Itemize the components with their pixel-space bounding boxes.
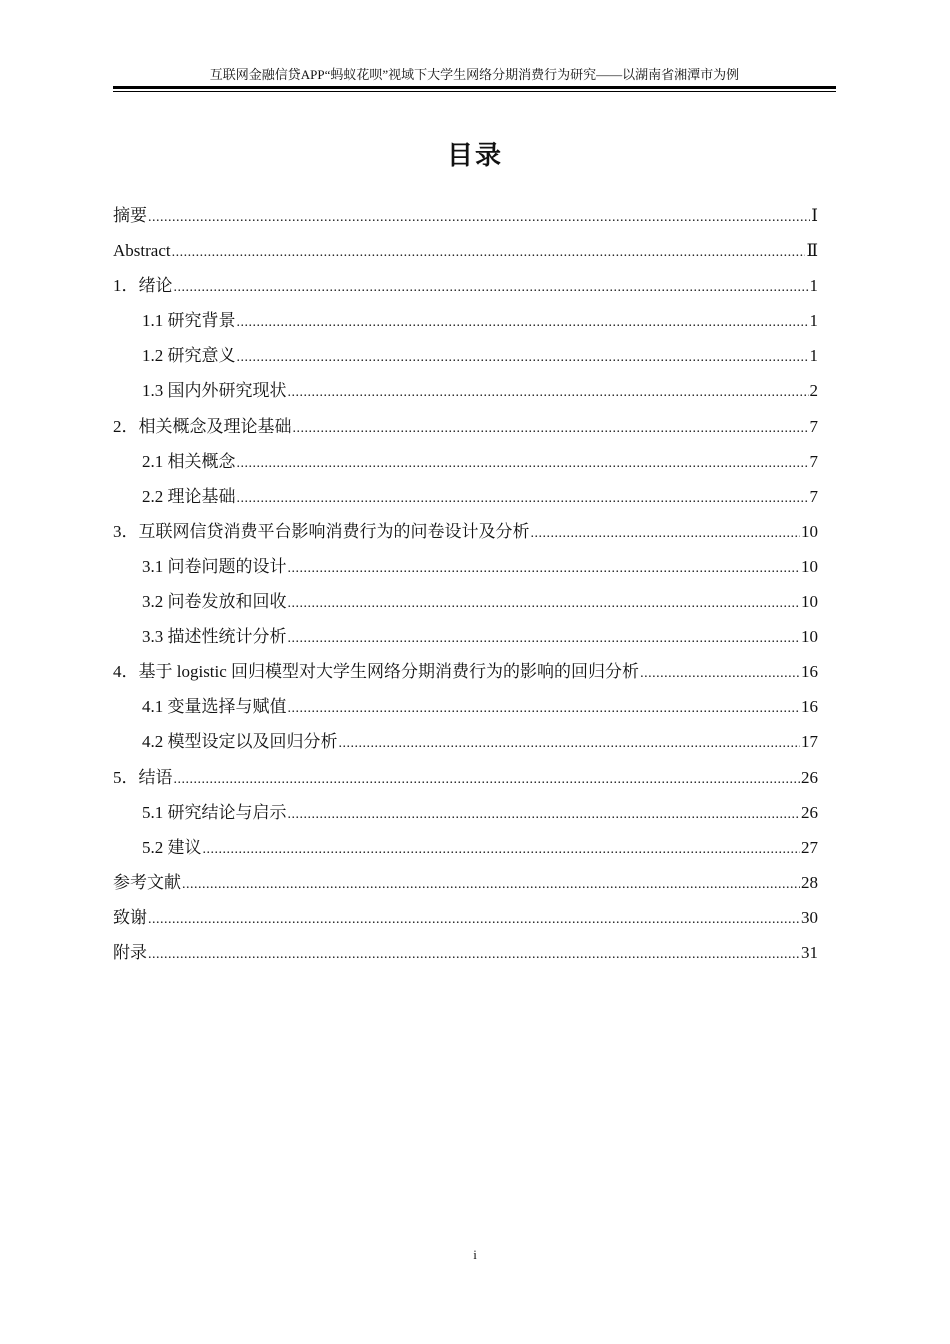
toc-dot-leader — [288, 375, 809, 410]
toc-dot-leader — [288, 621, 801, 656]
toc-entry-label: 附录 — [113, 942, 147, 962]
toc-entry-label: 2.1 相关概念 — [142, 451, 236, 471]
toc-entry[interactable] — [113, 549, 818, 584]
toc-entry[interactable] — [113, 654, 818, 689]
toc-dot-leader — [288, 691, 801, 726]
header-rule-thick — [113, 86, 836, 89]
toc-entry-page: 1 — [809, 311, 818, 331]
page-number: i — [473, 1247, 477, 1262]
toc-entry[interactable] — [113, 900, 818, 935]
toc-entry-label: 1.2 研究意义 — [142, 346, 236, 366]
toc-entry[interactable] — [113, 619, 818, 654]
toc-dot-leader — [288, 797, 801, 832]
toc-entry[interactable] — [113, 689, 818, 724]
toc-entry-label: 3．互联网信贷消费平台影响消费行为的问卷设计及分析 — [113, 521, 530, 541]
toc-entry-label: 5.2 建议 — [142, 837, 202, 857]
toc-entry-page: 10 — [801, 592, 818, 612]
toc-entry-page: 16 — [801, 697, 818, 717]
toc-dot-leader — [148, 937, 800, 972]
toc-entry-page: 17 — [801, 732, 818, 752]
toc-entry-page: 7 — [809, 416, 818, 436]
toc-entry-label: Abstract — [113, 241, 171, 261]
toc-dot-leader — [640, 656, 800, 691]
toc-entry-page: 10 — [801, 627, 818, 647]
toc-entry-label: 3.1 问卷问题的设计 — [142, 556, 287, 576]
toc-dot-leader — [237, 446, 809, 481]
toc-entry[interactable] — [113, 584, 818, 619]
toc-title: 目录 — [446, 141, 503, 171]
toc-dot-leader — [288, 551, 801, 586]
toc-entry[interactable] — [113, 724, 818, 759]
toc-entry-page: Ⅰ — [811, 206, 818, 225]
toc-entry-label: 3.3 描述性统计分析 — [142, 627, 287, 647]
toc-dot-leader — [148, 902, 800, 937]
toc-entry-page: 10 — [801, 521, 818, 541]
toc-entry-label: 5．结语 — [113, 767, 173, 787]
toc-dot-leader — [172, 235, 806, 270]
toc-entry-label: 5.1 研究结论与启示 — [142, 802, 287, 822]
toc-entry-page: 30 — [801, 907, 818, 927]
toc-entry-page: Ⅱ — [806, 241, 818, 261]
toc-dot-leader — [174, 762, 801, 797]
toc-entry-page: 1 — [809, 276, 818, 296]
toc-dot-leader — [237, 340, 809, 375]
toc-entry-label: 摘要 — [113, 206, 147, 225]
toc-entry-page: 28 — [801, 872, 818, 892]
toc-entry[interactable] — [113, 760, 818, 795]
toc-entry-page: 7 — [809, 451, 818, 471]
toc-entry-page: 16 — [801, 662, 818, 682]
toc-dot-leader — [148, 200, 810, 235]
toc-entry-label: 1.3 国内外研究现状 — [142, 381, 287, 401]
toc-dot-leader — [237, 481, 809, 516]
toc-dot-leader — [203, 832, 801, 867]
toc-entry-page: 26 — [801, 802, 818, 822]
toc-entry-page: 1 — [809, 346, 818, 366]
toc-entry-label: 致谢 — [113, 907, 147, 927]
toc-entry[interactable] — [113, 233, 818, 268]
toc-entry[interactable] — [113, 935, 818, 970]
toc-entry-label: 2．相关概念及理论基础 — [113, 416, 292, 436]
toc-entry[interactable] — [113, 198, 818, 233]
toc-entry-page: 7 — [809, 486, 818, 506]
toc-entry-page: 26 — [801, 767, 818, 787]
toc-entry[interactable] — [113, 303, 818, 338]
toc-entry[interactable] — [113, 373, 818, 408]
toc-dot-leader — [339, 726, 801, 761]
toc-entry-page: 27 — [801, 837, 818, 857]
toc-entry-page: 10 — [801, 556, 818, 576]
toc-entry-label: 2.2 理论基础 — [142, 486, 236, 506]
toc-entry[interactable] — [113, 444, 818, 479]
toc-entry[interactable] — [113, 865, 818, 900]
toc-dot-leader — [182, 867, 800, 902]
toc-entry[interactable] — [113, 268, 818, 303]
toc-entry[interactable] — [113, 479, 818, 514]
toc-dot-leader — [531, 516, 801, 551]
toc-entry-label: 参考文献 — [113, 872, 181, 892]
toc-entry-label: 1．绪论 — [113, 276, 173, 296]
header-rule-thin — [113, 91, 836, 92]
toc-entry[interactable] — [113, 795, 818, 830]
toc-entry-label: 4.1 变量选择与赋值 — [142, 697, 287, 717]
toc-dot-leader — [288, 586, 801, 621]
toc-list — [113, 198, 818, 970]
toc-entry-label: 4．基于 logistic 回归模型对大学生网络分期消费行为的影响的回归分析 — [113, 662, 640, 682]
toc-entry-label: 4.2 模型设定以及回归分析 — [142, 732, 338, 752]
toc-entry-page: 2 — [809, 381, 818, 401]
toc-entry-label: 3.2 问卷发放和回收 — [142, 592, 287, 612]
toc-dot-leader — [237, 305, 809, 340]
toc-dot-leader — [174, 270, 809, 305]
toc-entry[interactable] — [113, 514, 818, 549]
toc-entry[interactable] — [113, 830, 818, 865]
toc-entry-page: 31 — [801, 942, 818, 962]
toc-dot-leader — [293, 411, 809, 446]
running-header: 互联网金融信贷APP“蚂蚁花呗”视域下大学生网络分期消费行为研究——以湖南省湘潭市为例 — [209, 67, 740, 82]
toc-entry-label: 1.1 研究背景 — [142, 311, 236, 331]
toc-entry[interactable] — [113, 338, 818, 373]
toc-entry[interactable] — [113, 409, 818, 444]
